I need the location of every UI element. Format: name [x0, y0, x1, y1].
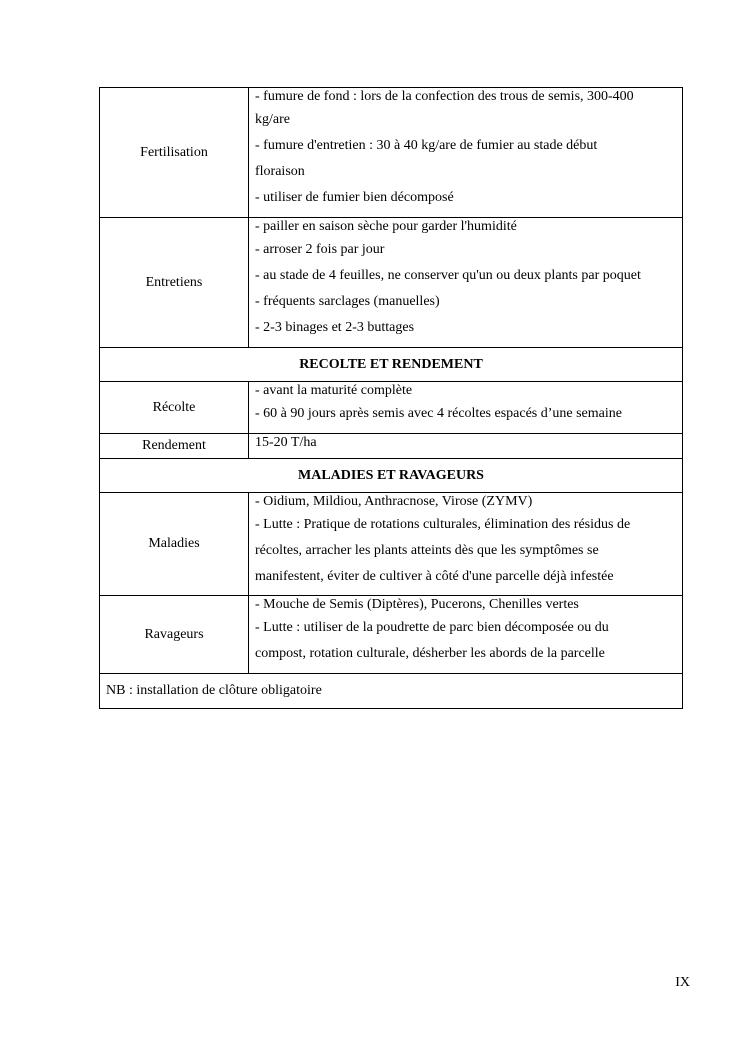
content-line: floraison — [255, 164, 305, 179]
row-label-rendement: Rendement — [100, 434, 249, 459]
table-row-nb — [100, 674, 683, 709]
table-row-recolte — [100, 382, 683, 434]
content-line: - 60 à 90 jours après semis avec 4 récoltes espacés d’une semaine — [255, 406, 622, 421]
section-heading-maladies: MALADIES ET RAVAGEURS — [100, 459, 683, 493]
section-heading-recolte: RECOLTE ET RENDEMENT — [100, 348, 683, 382]
content-line: - avant la maturité complète — [255, 383, 413, 398]
table-row-fertilisation — [100, 88, 683, 218]
row-content-rendement: 15-20 T/ha — [249, 434, 683, 459]
row-content-recolte — [249, 382, 683, 434]
row-content-entretiens — [249, 218, 683, 348]
nb-note: NB : installation de clôture obligatoire — [100, 674, 683, 709]
content-line: - au stade de 4 feuilles, ne conserver qu'un ou deux plants par poquet — [255, 268, 641, 283]
table-row-rendement — [100, 434, 683, 459]
table-row-maladies — [100, 493, 683, 596]
row-content-maladies — [249, 493, 683, 596]
row-content-fertilisation — [249, 88, 683, 218]
content-line: - Lutte : Pratique de rotations culturales, élimination des résidus de — [255, 517, 631, 532]
content-line: - Mouche de Semis (Diptères), Pucerons, Chenilles vertes — [255, 597, 579, 612]
content-line: manifestent, éviter de cultiver à côté d'une parcelle déjà infestée — [255, 569, 614, 584]
row-content-ravageurs — [249, 596, 683, 674]
table-section-recolte — [100, 348, 683, 382]
content-line: - Lutte : utiliser de la poudrette de parc bien décomposée ou du — [255, 620, 609, 635]
table-section-maladies — [100, 459, 683, 493]
row-label-fertilisation: Fertilisation — [100, 88, 249, 218]
content-line: - arroser 2 fois par jour — [255, 242, 385, 257]
content-line: - Oidium, Mildiou, Anthracnose, Virose (ZYMV) — [255, 494, 533, 509]
content-line: récoltes, arracher les plants atteints dès que les symptômes se — [255, 543, 599, 558]
content-line: - utiliser de fumier bien décomposé — [255, 190, 454, 205]
row-label-entretiens: Entretiens — [100, 218, 249, 348]
content-line: kg/are — [255, 112, 290, 127]
content-line: - fumure de fond : lors de la confection des trous de semis, 300-400 — [255, 89, 634, 104]
row-label-recolte: Récolte — [100, 382, 249, 434]
content-line: - 2-3 binages et 2-3 buttages — [255, 320, 415, 335]
content-line: - pailler en saison sèche pour garder l'humidité — [255, 219, 517, 234]
row-label-maladies: Maladies — [100, 493, 249, 596]
page-number: IX — [675, 975, 690, 990]
row-label-ravageurs: Ravageurs — [100, 596, 249, 674]
table-row-ravageurs — [100, 596, 683, 674]
content-line: compost, rotation culturale, désherber les abords de la parcelle — [255, 646, 605, 661]
crop-guide-table — [99, 87, 683, 709]
content-line: - fréquents sarclages (manuelles) — [255, 294, 440, 309]
content-line: - fumure d'entretien : 30 à 40 kg/are de fumier au stade début — [255, 138, 598, 153]
table-row-entretiens — [100, 218, 683, 348]
